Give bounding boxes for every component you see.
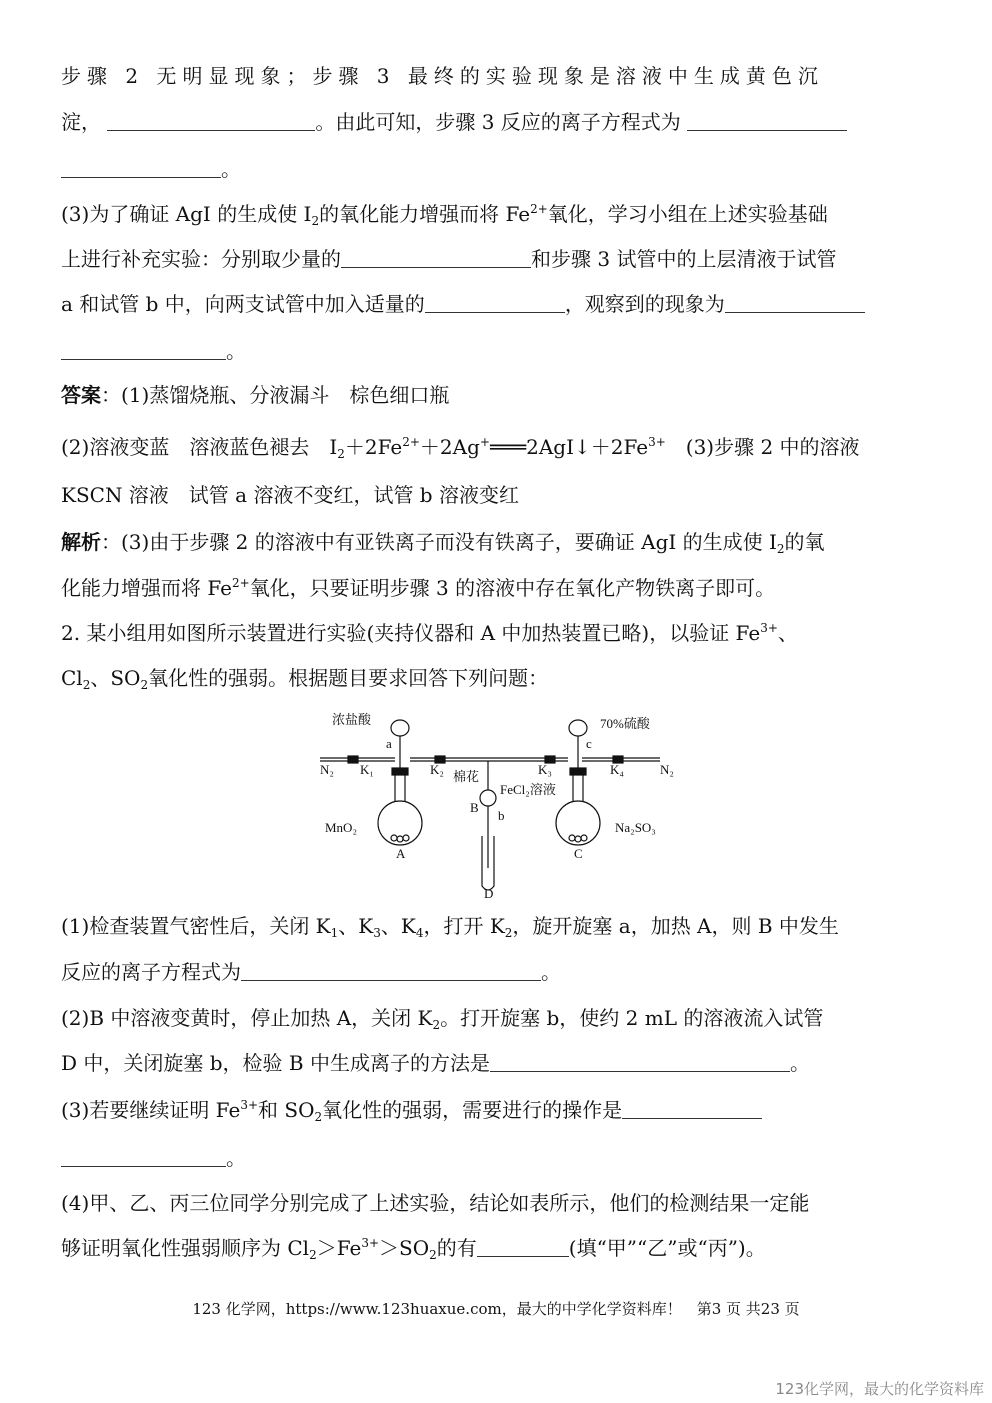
flask-a (378, 801, 422, 845)
label-n2-left: N₂ (320, 762, 334, 777)
p1-line-1: (1)检查装置气密性后，关闭 $K_1$、$K_3$、$K_4$，打开 $K_2$，旋开旋塞 a，加热 A，则 B 中发生 (61, 914, 839, 940)
label-D: D (484, 886, 494, 898)
label-a: a (386, 736, 392, 751)
label-hcl: 浓盐酸 (332, 712, 372, 727)
p2-line-1: (2)B 中溶液变黄时，停止加热 A，关闭 $K_2$。打开旋塞 b，使约 2 mL 的溶液流入试管 (61, 1006, 824, 1032)
page-footer: 123 化学网，https://www.123huaxue.com，最大的中学化学资料库！ 第3 页 共23 页 (192, 1300, 800, 1318)
funnel-a (391, 720, 409, 736)
answer-blank[interactable] (687, 110, 847, 131)
label-na2so3: Na₂SO₃ (615, 820, 656, 835)
label-k4: K₄ (610, 762, 624, 777)
q3-line-3: a 和试管 b 中，向两支试管中加入适量的 ，观察到的现象为 (61, 290, 865, 318)
valve-k1 (348, 756, 358, 763)
p2-line-2: D 中，关闭旋塞 b，检验 B 中生成离子的方法是 。 (61, 1051, 810, 1075)
answer-blank[interactable] (425, 292, 565, 313)
problem2-line-2: $Cl_2$、$SO_2$氧化性的强弱。根据题目要求回答下列问题： (61, 666, 549, 692)
answer-blank[interactable] (107, 110, 315, 131)
answer-line-3: KSCN 溶液 试管 a 溶液不变红，试管 b 溶液变红 (61, 483, 519, 507)
label-fecl2: FeCl₂溶液 (500, 782, 556, 797)
answer-line-2: (2)溶液变蓝 溶液蓝色褪去 $I_2+2Fe^{2+}+2Ag^+═══2AgI↓+2Fe^{3+}$ (3)步骤 2 中的溶液 (61, 435, 860, 461)
q3-line-1: (3)为了确证 AgI 的生成使 $I_2$的氧化能力增强而将 $Fe^{2+}$氧化，学习小组在上述实验基础 (61, 202, 828, 228)
answer-blank[interactable] (61, 1146, 226, 1167)
analysis-line-2: 化能力增强而将 $Fe^{2+}$氧化，只要证明步骤 3 的溶液中存在氧化产物铁离子即可。 (61, 576, 776, 600)
label-k3: K₃ (538, 762, 552, 777)
p3-line-1: (3)若要继续证明 $Fe^{3+}$和 $SO_2$氧化性的强弱，需要进行的操作是 (61, 1096, 762, 1124)
answer-blank[interactable] (241, 960, 541, 981)
line-3: 。 (61, 155, 241, 183)
line-2: 淀， 。由此可知，步骤 3 反应的离子方程式为 (61, 108, 847, 136)
answer-blank[interactable] (490, 1051, 790, 1072)
line-1: 步骤 2 无明显现象；步骤 3 最终的实验现象是溶液中生成黄色沉 (61, 64, 824, 88)
apparatus-diagram (310, 708, 690, 898)
label-k2: K₂ (430, 762, 444, 777)
q3-line-2: 上进行补充实验：分别取少量的 和步骤 3 试管中的上层清液于试管 (61, 247, 837, 271)
label-c: c (586, 736, 592, 751)
label-b-flask: B (470, 800, 479, 815)
analysis-label: 解析 (61, 530, 101, 554)
stopper-a (392, 768, 408, 775)
funnel-b (480, 790, 496, 806)
p1-line-2: 反应的离子方程式为 。 (61, 960, 561, 984)
answer-blank[interactable] (61, 339, 226, 360)
answer-blank[interactable] (341, 247, 531, 268)
label-h2so4: 70%硫酸 (600, 716, 650, 731)
answer-blank[interactable] (725, 292, 865, 313)
p4-line-2: 够证明氧化性强弱顺序为 $Cl_2>Fe^{3+}>SO_2$的有 (填“甲”“乙”或“丙”)。 (61, 1236, 766, 1262)
analysis-line-1: 解析：(3)由于步骤 2 的溶液中有亚铁离子而没有铁离子，要确证 AgI 的生成使 $I_2$的氧 (61, 530, 825, 556)
label-n2-right: N₂ (660, 762, 674, 777)
answer-blank[interactable] (477, 1236, 569, 1257)
label-k1: K₁ (360, 762, 374, 777)
p4-line-1: (4)甲、乙、丙三位同学分别完成了上述实验，结论如表所示，他们的检测结果一定能 (61, 1191, 810, 1215)
answer-blank[interactable] (61, 157, 221, 178)
label-cotton: 棉花 (453, 769, 480, 784)
label-C: C (574, 846, 583, 861)
p3-line-2: 。 (61, 1144, 246, 1172)
problem2-line-1: 2. 某小组用如图所示装置进行实验(夹持仪器和 A 中加热装置已略)，以验证 $Fe^{3+}$、 (61, 621, 798, 645)
label-b-valve: b (498, 808, 505, 823)
funnel-c (569, 720, 587, 736)
watermark: 123化学网，最大的化学资料库 (775, 1380, 984, 1398)
answer-label: 答案 (61, 383, 101, 407)
label-mno2: MnO₂ (325, 820, 357, 835)
q3-line-4: 。 (61, 337, 246, 365)
answer-blank[interactable] (622, 1098, 762, 1119)
label-A: A (396, 846, 406, 861)
answer-line-1: 答案：(1)蒸馏烧瓶、分液漏斗 棕色细口瓶 (61, 383, 450, 407)
stopper-c (570, 768, 586, 775)
flask-c (556, 801, 600, 845)
